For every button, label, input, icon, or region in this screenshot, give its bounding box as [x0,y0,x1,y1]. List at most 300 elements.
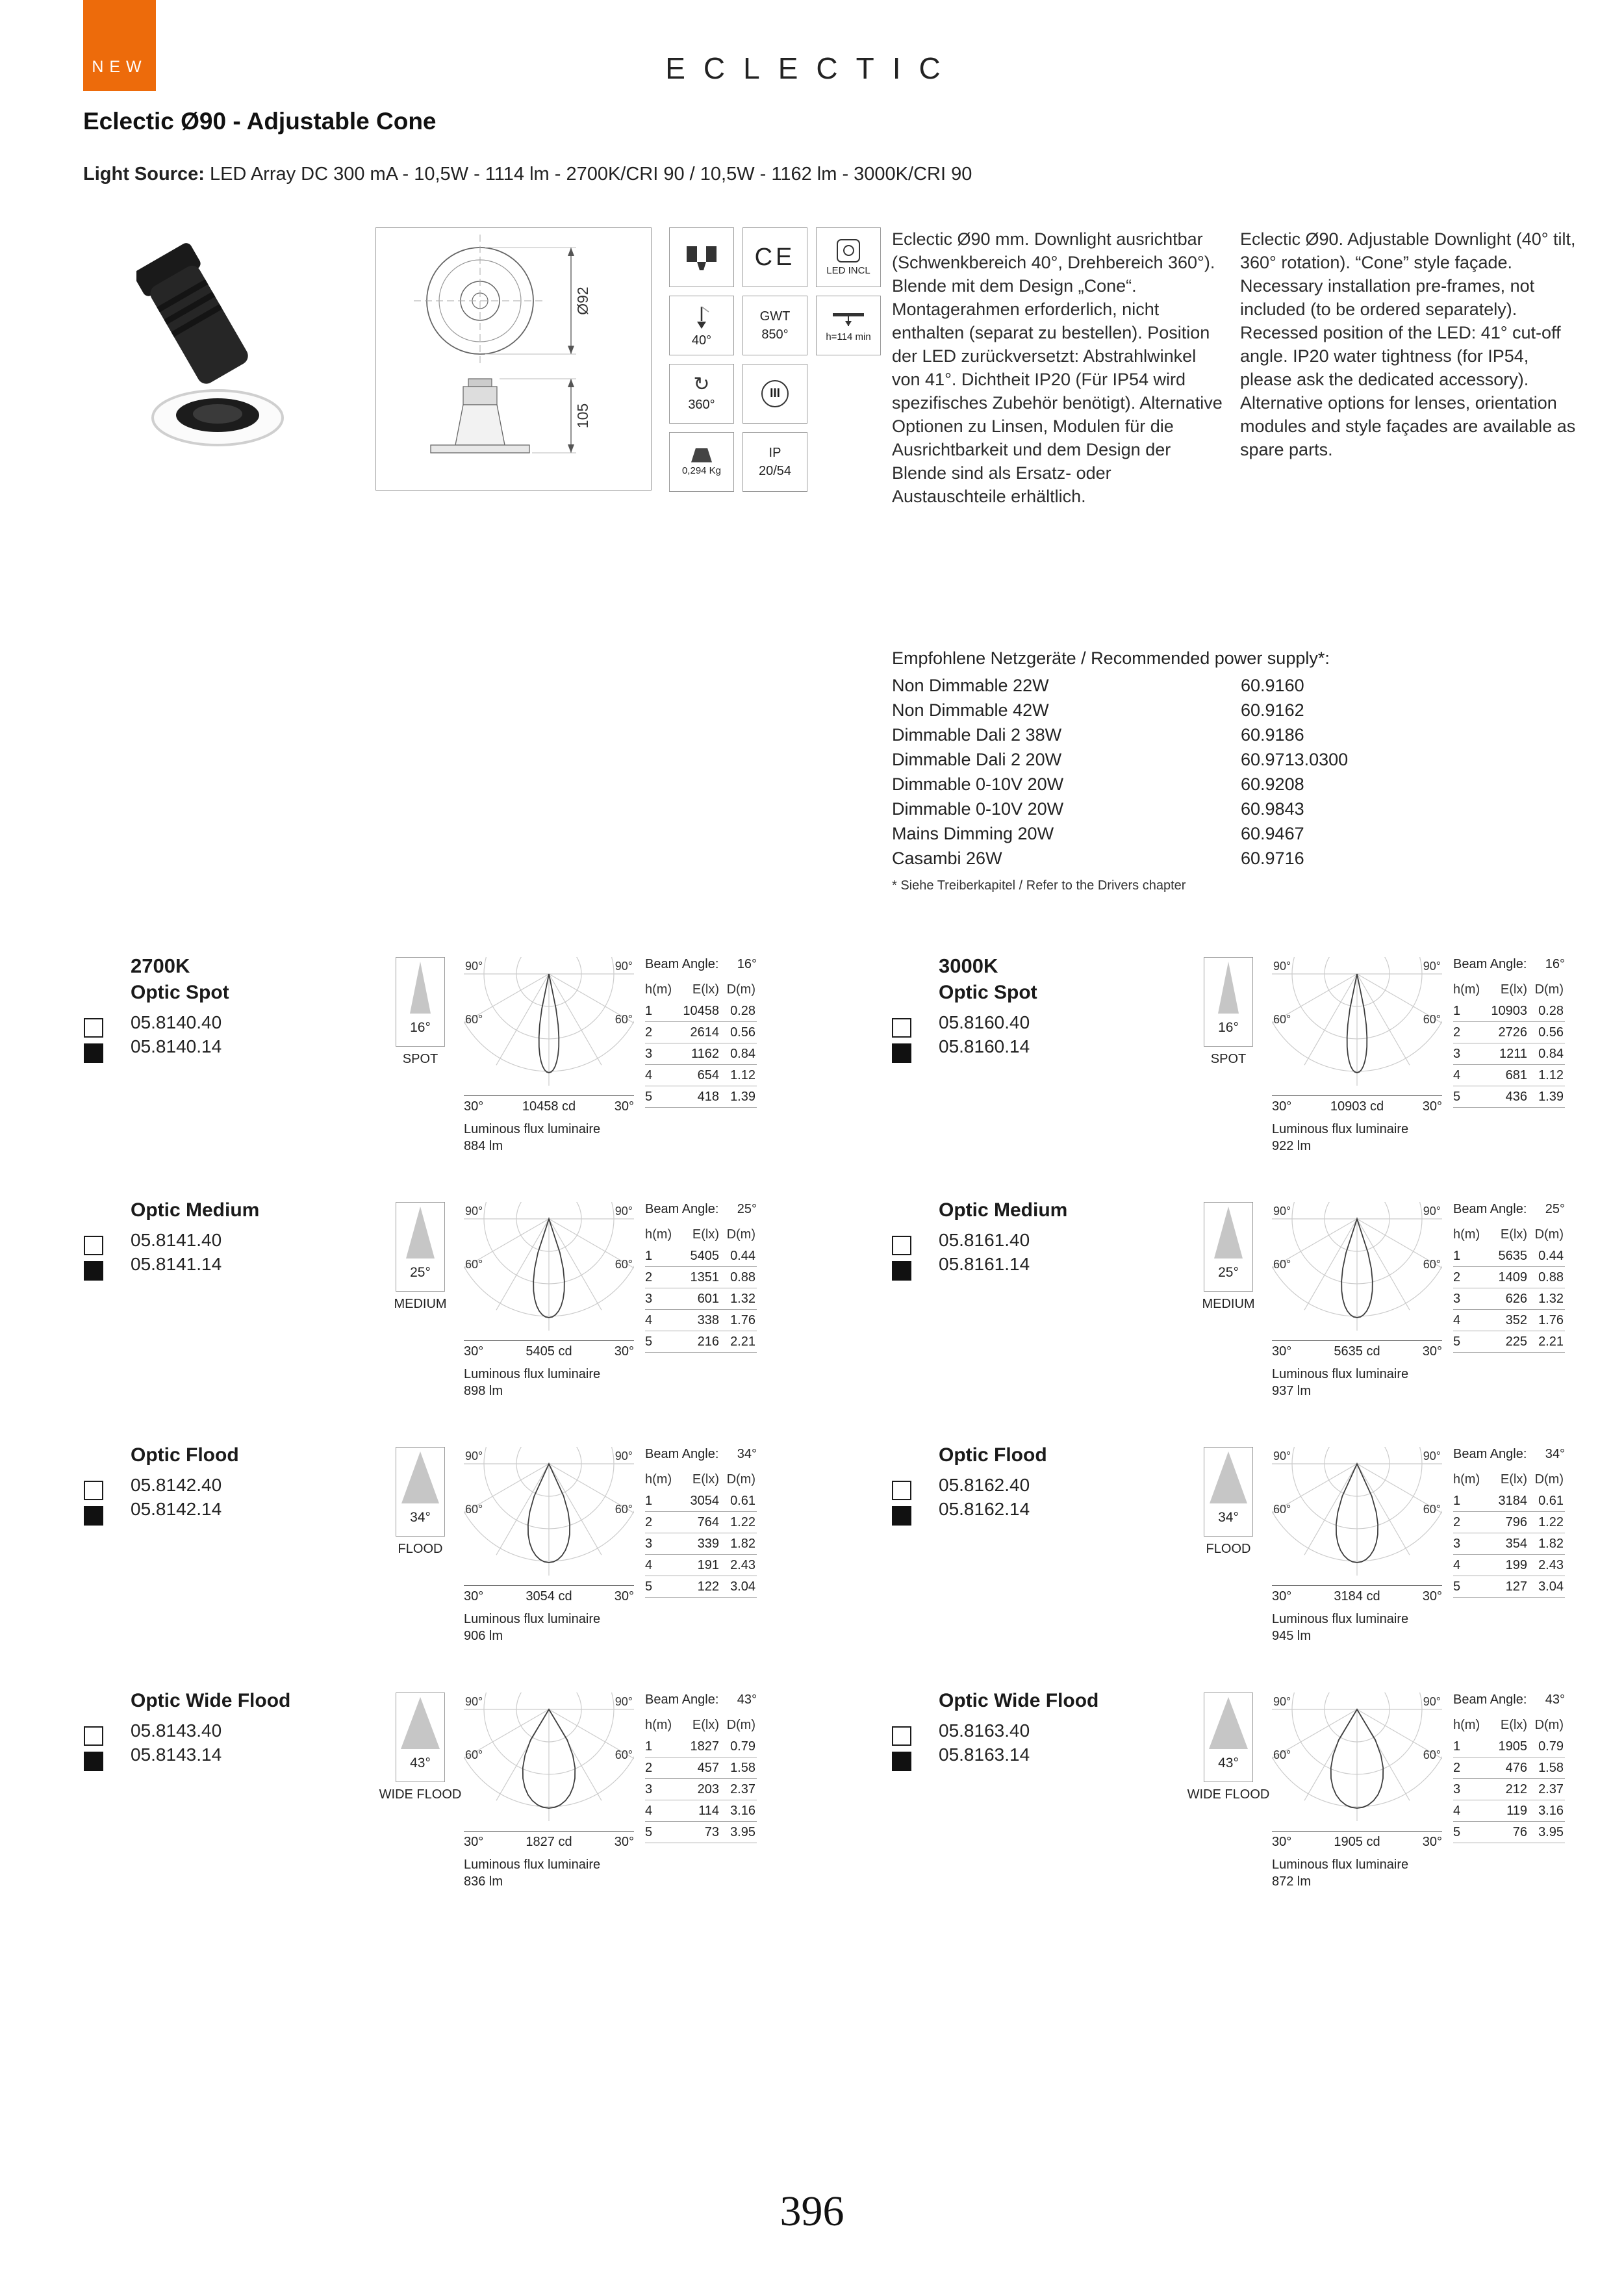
technical-drawing [375,227,652,491]
polar-caption [464,1831,634,1850]
diameter-value: 1.22 [1538,1515,1564,1529]
illuminance-value: 216 [697,1335,719,1349]
col-h-label: h(m) [645,1718,672,1732]
product-text [939,1444,1047,1521]
beam-angle-value: 16° [1545,957,1565,971]
product-text [939,1199,1067,1276]
polar-caption [1272,1585,1442,1604]
product-text [939,954,1037,1058]
polar-caption [1272,1831,1442,1850]
photometry-row [1453,1736,1565,1757]
height-value: 3 [1453,1047,1461,1061]
illuminance-value: 5635 [1498,1249,1527,1263]
table-header [645,982,757,997]
diameter-value: 2.21 [730,1335,755,1349]
product-block [84,1690,759,1930]
beam-angle-value: 16° [737,957,757,971]
finish-swatches [84,1018,103,1063]
optic-angle: 43° [410,1756,431,1770]
photometry-row [645,1267,757,1288]
finish-swatches [84,1236,103,1281]
optic-icon-box [396,957,445,1047]
illuminance-value: 2726 [1498,1025,1527,1040]
diameter-value: 0.61 [730,1494,755,1508]
col-h-label: h(m) [1453,1718,1480,1732]
product-code: 05.8143.14 [131,1744,222,1765]
diameter-value: 1.76 [1538,1313,1564,1327]
height-value: 3 [645,1537,653,1551]
diameter-value: 3.04 [1538,1579,1564,1594]
grid-spacer [816,364,881,424]
led-chip-icon [837,239,860,262]
light-source-line [83,164,972,185]
optic-label: FLOOD [1206,1542,1251,1556]
optic-label: MEDIUM [1202,1297,1255,1311]
illuminance-value: 654 [697,1068,719,1082]
optic-angle: 34° [1218,1510,1239,1525]
power-supply-row [892,676,1587,700]
photometry-row [1453,1043,1565,1065]
optic-icon-box [1204,1447,1253,1537]
gwt-value: 850° [761,327,789,342]
polar-60-left: 60° [465,1013,483,1026]
illuminance-value: 10458 [683,1004,719,1018]
diameter-value: 0.79 [730,1739,755,1754]
recessed-fixture-cell [669,227,734,287]
color-temp-heading: 3000K [939,954,998,977]
power-supply-code: 60.9160 [1241,676,1304,695]
height-value: 2 [645,1761,653,1775]
led-included-label: LED INCL [826,264,870,276]
description-german: Eclectic Ø90 mm. Downlight ausrichtbar (Schwenkbereich 40°, Drehbereich 360°). Blende mit dem Design „Cone“. Montagerahmen erforderlich, nicht enthalten (separat zu bestellen). Position der LED zurückversetzt: Abstrahlwinkel von 41°. Dichtheit IP20 (Für IP54 wird spezifisches Zubehör benötigt). Alternative Optionen zu Linsen, Modulen für die Ausrichtbarkeit und dem Design der Blende sind als Ersatz- oder Austauschteile erhältlich. [892,229,1223,506]
polar-30-right: 30° [614,1099,634,1114]
flux-caption: Luminous flux luminaire [1272,1122,1409,1136]
max-intensity: 1827 cd [526,1835,572,1849]
height-value: 4 [1453,1068,1461,1082]
optic-angle: 16° [410,1020,431,1035]
col-e-label: E(lx) [692,1227,719,1242]
optic-icon-box [1204,1202,1253,1292]
finish-swatches [892,1726,911,1771]
ip-label: IP [768,446,781,460]
diameter-value: 3.16 [730,1804,755,1818]
optic-label: FLOOD [398,1542,443,1556]
polar-30-left: 30° [1272,1835,1292,1849]
new-badge: NEW [83,0,156,91]
diameter-value: 2.21 [1538,1335,1564,1349]
finish-swatch-white [84,1236,103,1255]
beam-table [1453,1202,1565,1353]
optic-label: SPOT [1210,1052,1247,1066]
illuminance-value: 203 [697,1782,719,1796]
illuminance-value: 352 [1505,1313,1527,1327]
product-name: Optic Wide Flood [939,1690,1099,1711]
illuminance-value: 199 [1505,1558,1527,1572]
photometry-row [1453,1822,1565,1843]
polar-30-right: 30° [1422,1344,1442,1359]
product-code: 05.8163.14 [939,1744,1030,1765]
photometry-row [645,1576,757,1598]
polar-90-left: 90° [1273,1450,1291,1463]
beam-angle-label: Beam Angle: [1453,1202,1527,1216]
power-supply-row [892,799,1587,824]
max-intensity: 5405 cd [526,1344,572,1359]
product-name: Optic Medium [939,1199,1068,1221]
height-value: 4 [645,1068,653,1082]
table-header [1453,1718,1565,1733]
finish-swatches [84,1726,103,1771]
power-supply-code: 60.9186 [1241,725,1304,745]
power-supply-row [892,849,1587,873]
optic-cone-icon [1204,1203,1252,1264]
diameter-value: 0.56 [730,1025,755,1040]
tilt-arrow-icon [692,303,711,330]
optic-icon-box [396,1202,445,1292]
finish-swatches [84,1481,103,1526]
diameter-value: 3.04 [730,1579,755,1594]
polar-caption [1272,1095,1442,1114]
photometric-diagram [464,1202,634,1399]
ip-value: 20/54 [758,464,792,478]
illuminance-value: 127 [1505,1579,1527,1594]
diameter-value: 0.28 [1538,1004,1564,1018]
illuminance-value: 339 [697,1537,719,1551]
optic-icon-box [1204,1693,1253,1782]
illuminance-value: 1211 [1499,1047,1527,1061]
col-h-label: h(m) [645,1472,672,1487]
polar-60-left: 60° [465,1748,483,1761]
polar-90-right: 90° [615,960,633,973]
photometry-row [645,1065,757,1086]
photometry-row [645,1490,757,1512]
illuminance-value: 76 [1512,1825,1527,1839]
illuminance-value: 354 [1505,1537,1527,1551]
finish-swatch-black [892,1261,911,1281]
diameter-value: 2.37 [1538,1782,1564,1796]
polar-60-right: 60° [1423,1258,1441,1271]
diameter-value: 0.56 [1538,1025,1564,1040]
max-intensity: 10903 cd [1330,1099,1384,1114]
page-number: 396 [780,2188,844,2235]
photometry-row [645,1757,757,1779]
polar-60-right: 60° [1423,1503,1441,1516]
polar-60-right: 60° [1423,1013,1441,1026]
photometry-row [645,1779,757,1800]
beam-angle-row [645,1447,757,1462]
finish-swatch-white [84,1481,103,1500]
photometry-row [645,1043,757,1065]
description-english: Eclectic Ø90. Adjustable Downlight (40° tilt, 360° rotation). “Cone” style façade. Necessary installation pre-frames, not included (to be ordered separately). Recessed position of the LED: 41° cut-off angle. IP20 water tightness (for IP54, please ask the dedicated accessory). Alternative options for lenses, orientation modules and style façades are available as spare parts. [1240,229,1576,459]
beam-table [1453,1447,1565,1598]
photometry-row [1453,1779,1565,1800]
photometry-row [645,1288,757,1310]
polar-diagram-svg [464,957,634,1092]
power-supply-code: 60.9162 [1241,700,1304,720]
illuminance-value: 626 [1505,1292,1527,1306]
col-e-label: E(lx) [692,982,719,997]
power-supply-label: Dimmable 0-10V 20W [892,774,1064,794]
photometry-row [1453,1310,1565,1331]
polar-diagram-svg [1272,1202,1442,1337]
polar-90-left: 90° [465,960,483,973]
power-supply-row [892,700,1587,725]
diameter-value: 1.39 [1538,1090,1564,1104]
beam-angle-value: 34° [1545,1447,1565,1461]
photometry-row [1453,1576,1565,1598]
photometry-row [1453,1246,1565,1267]
ce-mark-icon: CE [754,243,796,271]
polar-caption [464,1585,634,1604]
glow-wire-test-cell [742,296,807,355]
col-e-label: E(lx) [692,1718,719,1732]
power-supply-footnote: * Siehe Treiberkapitel / Refer to the Drivers chapter [892,878,1186,893]
height-value: 3 [645,1292,653,1306]
power-supply-table [892,676,1587,873]
height-value: 3 [1453,1537,1461,1551]
max-intensity: 3184 cd [1334,1589,1380,1603]
beam-angle-label: Beam Angle: [645,957,719,971]
photometry-row [645,1512,757,1533]
diameter-value: 1.22 [730,1515,755,1529]
height-value: 5 [1453,1825,1461,1839]
diameter-value: 3.95 [730,1825,755,1839]
polar-90-left: 90° [465,1205,483,1218]
height-value: 3 [1453,1292,1461,1306]
illuminance-value: 2614 [690,1025,719,1040]
power-supply-title: Empfohlene Netzgeräte / Recommended power supply*: [892,648,1330,668]
photometry-row [645,1736,757,1757]
flux-value: 906 lm [464,1629,503,1643]
photometry-row [645,1246,757,1267]
height-value: 2 [1453,1761,1461,1775]
finish-swatch-white [84,1726,103,1746]
polar-60-left: 60° [1273,1013,1291,1026]
photometry-row [1453,1331,1565,1353]
photometry-row [1453,1555,1565,1576]
flux-value: 937 lm [1272,1384,1312,1398]
beam-table [645,1693,757,1843]
product-code: 05.8161.40 [939,1230,1030,1250]
col-h-label: h(m) [645,982,672,997]
diameter-value: 0.84 [730,1047,755,1061]
finish-swatch-white [84,1018,103,1038]
product-name: Optic Spot [131,982,229,1003]
flux-caption: Luminous flux luminaire [464,1122,601,1136]
photometric-diagram [1272,1202,1442,1399]
height-value: 3 [645,1782,653,1796]
led-dot-icon [843,245,854,256]
beam-angle-row [1453,957,1565,972]
finish-swatch-black [892,1506,911,1526]
product-code: 05.8160.40 [939,1012,1030,1032]
photometry-row [645,1022,757,1043]
illuminance-value: 1162 [691,1047,719,1061]
polar-90-right: 90° [615,1205,633,1218]
illuminance-value: 457 [697,1761,719,1775]
flux-caption: Luminous flux luminaire [1272,1858,1409,1872]
col-e-label: E(lx) [1500,1718,1527,1732]
power-supply-label: Dimmable 0-10V 20W [892,799,1064,819]
polar-60-right: 60° [615,1013,633,1026]
min-height-label: h=114 min [826,331,871,342]
max-intensity: 3054 cd [526,1589,572,1603]
power-supply-label: Mains Dimming 20W [892,824,1054,843]
height-value: 2 [645,1025,653,1040]
photometric-diagram [464,957,634,1154]
beam-table [1453,1693,1565,1843]
polar-60-left: 60° [1273,1503,1291,1516]
optic-label: SPOT [402,1052,438,1066]
photometry-row [645,1001,757,1022]
photometry-row [1453,1267,1565,1288]
col-h-label: h(m) [1453,1472,1480,1487]
illuminance-value: 3054 [690,1494,719,1508]
power-supply-label: Non Dimmable 22W [892,676,1049,695]
product-block [892,1444,1567,1684]
optic-cone-icon [396,1448,444,1509]
flux-value: 872 lm [1272,1874,1312,1889]
height-value: 4 [1453,1313,1461,1327]
product-block [84,1444,759,1684]
product-name: Optic Flood [939,1444,1047,1466]
flux-caption: Luminous flux luminaire [1272,1367,1409,1381]
diameter-value: 2.37 [730,1782,755,1796]
optic-cone-icon [396,958,444,1019]
product-name: Optic Wide Flood [131,1690,291,1711]
product-code: 05.8142.14 [131,1499,222,1519]
polar-60-right: 60° [615,1503,633,1516]
photometry-row [1453,1001,1565,1022]
flux-caption: Luminous flux luminaire [464,1858,601,1872]
height-value: 5 [645,1335,653,1349]
illuminance-value: 1827 [690,1739,719,1754]
beam-angle-row [645,957,757,972]
diameter-value: 2.43 [730,1558,755,1572]
height-value: 1 [1453,1004,1461,1018]
col-e-label: E(lx) [1500,1472,1527,1487]
photometry-row [645,1800,757,1822]
polar-90-left: 90° [465,1695,483,1708]
tilt-angle-cell [669,296,734,355]
beam-angle-value: 34° [737,1447,757,1461]
light-source-value: LED Array DC 300 mA - 10,5W - 1114 lm - 2700K/CRI 90 / 10,5W - 1162 lm - 3000K/CRI 90 [209,164,972,185]
height-value: 2 [645,1515,653,1529]
col-d-label: D(m) [1534,1472,1564,1487]
photometry-row [1453,1800,1565,1822]
illuminance-value: 122 [697,1579,719,1594]
product-code: 05.8140.14 [131,1036,222,1056]
optic-angle: 25° [410,1265,431,1280]
beam-table [1453,957,1565,1108]
product-text [131,1690,290,1767]
polar-90-right: 90° [1423,1695,1441,1708]
product-code: 05.8141.40 [131,1230,222,1250]
photometry-row [645,1555,757,1576]
photometry-row [645,1086,757,1108]
product-text [131,1444,239,1521]
polar-60-left: 60° [465,1258,483,1271]
polar-diagram-svg [1272,1447,1442,1582]
optic-label: WIDE FLOOD [1187,1787,1270,1802]
power-supply-row [892,725,1587,750]
illuminance-value: 5405 [690,1249,719,1263]
polar-60-left: 60° [465,1503,483,1516]
power-supply-label: Non Dimmable 42W [892,700,1049,720]
illuminance-value: 191 [697,1558,719,1572]
height-value: 2 [1453,1025,1461,1040]
illuminance-value: 764 [697,1515,719,1529]
class-iii-cell [742,364,807,424]
optic-label: WIDE FLOOD [379,1787,462,1802]
polar-60-right: 60° [615,1258,633,1271]
height-value: 2 [1453,1515,1461,1529]
table-header [645,1718,757,1733]
power-supply-code: 60.9467 [1241,824,1304,843]
power-supply-label: Dimmable Dali 2 20W [892,750,1062,769]
polar-30-right: 30° [1422,1099,1442,1114]
finish-swatch-black [892,1752,911,1771]
flux-caption: Luminous flux luminaire [464,1367,601,1381]
gwt-label: GWT [759,309,791,324]
height-value: 4 [1453,1558,1461,1572]
ce-mark-cell [742,227,807,287]
grid-spacer [816,432,881,492]
power-supply-row [892,750,1587,774]
polar-90-left: 90° [465,1450,483,1463]
diameter-value: 0.88 [730,1270,755,1284]
height-value: 1 [1453,1249,1461,1263]
table-header [1453,982,1565,997]
flux-value: 922 lm [1272,1139,1312,1153]
illuminance-value: 436 [1505,1090,1527,1104]
col-d-label: D(m) [726,1718,755,1732]
polar-caption [464,1095,634,1114]
diameter-value: 1.12 [1538,1068,1564,1082]
weight-icon [691,448,712,463]
product-name: Optic Medium [131,1199,260,1221]
beam-angle-value: 25° [737,1202,757,1216]
product-block [892,954,1567,1194]
product-block [84,1199,759,1439]
illuminance-value: 73 [704,1825,719,1839]
illuminance-value: 119 [1506,1804,1527,1818]
polar-90-left: 90° [1273,1695,1291,1708]
product-block [84,954,759,1194]
polar-diagram-svg [1272,957,1442,1092]
product-name: Optic Spot [939,982,1037,1003]
col-h-label: h(m) [645,1227,672,1242]
photometric-diagram [464,1447,634,1644]
polar-diagram-svg [1272,1693,1442,1828]
height-value: 2 [645,1270,653,1284]
col-d-label: D(m) [1534,1227,1564,1242]
rotation-label: 360° [688,398,715,412]
col-d-label: D(m) [726,1227,755,1242]
height-dimension: 105 [574,403,591,429]
beam-table [645,1202,757,1353]
col-d-label: D(m) [1534,982,1564,997]
diameter-value: 1.76 [730,1313,755,1327]
col-h-label: h(m) [1453,1227,1480,1242]
height-value: 5 [1453,1579,1461,1594]
pictogram-panel [669,227,881,492]
optic-icon-box [396,1693,445,1782]
finish-swatches [892,1481,911,1526]
optic-angle: 16° [1218,1020,1239,1035]
polar-30-right: 30° [1422,1589,1442,1603]
polar-60-right: 60° [1423,1748,1441,1761]
beam-table [645,957,757,1108]
